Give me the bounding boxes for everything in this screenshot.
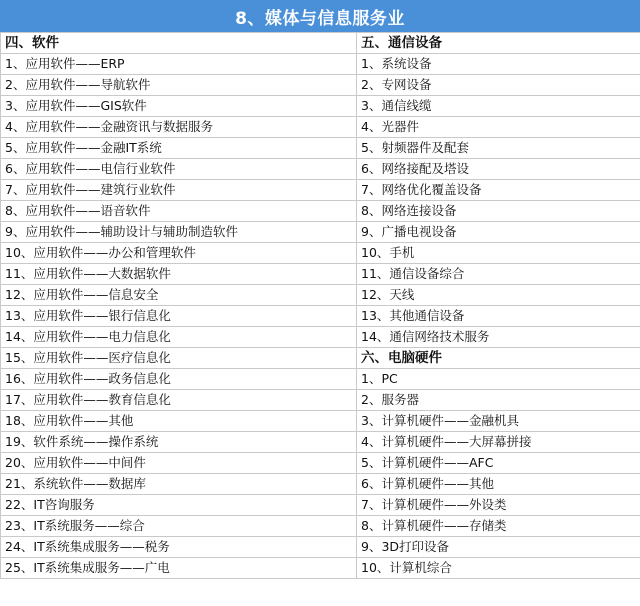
table-row: [1, 306, 640, 327]
table-row: [1, 201, 640, 222]
table-row: [1, 75, 640, 96]
table-row: [1, 432, 640, 453]
right-list-item: 5、射频器件及配套: [357, 138, 640, 159]
right-list-item: 8、网络连接设备: [357, 201, 640, 222]
left-list-item: 15、应用软件——医疗信息化: [1, 348, 357, 369]
left-list-item: 11、应用软件——大数据软件: [1, 264, 357, 285]
right-list-item: 9、3D打印设备: [357, 537, 640, 558]
right-list-item: 9、广播电视设备: [357, 222, 640, 243]
table-row: [1, 96, 640, 117]
right-list-item: 3、通信线缆: [357, 96, 640, 117]
left-list-item: 4、应用软件——金融资讯与数据服务: [1, 117, 357, 138]
left-list-item: 9、应用软件——辅助设计与辅助制造软件: [1, 222, 357, 243]
right-list-item: 10、手机: [357, 243, 640, 264]
left-list-item: 19、软件系统——操作系统: [1, 432, 357, 453]
right-list-item: 13、其他通信设备: [357, 306, 640, 327]
left-list-item: 24、IT系统集成服务——税务: [1, 537, 357, 558]
right-list-item: 2、专网设备: [357, 75, 640, 96]
right-list-item: 11、通信设备综合: [357, 264, 640, 285]
left-list-item: 1、应用软件——ERP: [1, 54, 357, 75]
left-list-item: 7、应用软件——建筑行业软件: [1, 180, 357, 201]
left-list-item: 2、应用软件——导航软件: [1, 75, 357, 96]
left-list-item: 18、应用软件——其他: [1, 411, 357, 432]
table-row: [1, 516, 640, 537]
table-row: [1, 180, 640, 201]
left-list-item: 8、应用软件——语音软件: [1, 201, 357, 222]
table-row: [1, 33, 640, 54]
table-row: [1, 327, 640, 348]
left-list-item: 25、IT系统集成服务——广电: [1, 558, 357, 579]
right-list-item: 6、计算机硬件——其他: [357, 474, 640, 495]
right-list-item: 3、计算机硬件——金融机具: [357, 411, 640, 432]
right-list-item: 2、服务器: [357, 390, 640, 411]
table-row: [1, 138, 640, 159]
right-list-item: 7、网络优化覆盖设备: [357, 180, 640, 201]
left-list-item: 5、应用软件——金融IT系统: [1, 138, 357, 159]
table-row: [1, 264, 640, 285]
table-row: [1, 411, 640, 432]
left-list-item: 6、应用软件——电信行业软件: [1, 159, 357, 180]
left-list-item: 22、IT咨询服务: [1, 495, 357, 516]
table-row: [1, 537, 640, 558]
left-list-item: 13、应用软件——银行信息化: [1, 306, 357, 327]
table-row: [1, 495, 640, 516]
right-list-item: 5、计算机硬件——AFC: [357, 453, 640, 474]
right-section-heading: 六、电脑硬件: [357, 348, 640, 369]
table-row: [1, 285, 640, 306]
table-row: [1, 369, 640, 390]
right-list-item: 1、PC: [357, 369, 640, 390]
left-section-heading: 四、软件: [1, 33, 357, 54]
table-row: [1, 558, 640, 579]
right-list-item: 6、网络接配及塔设: [357, 159, 640, 180]
left-list-item: 16、应用软件——政务信息化: [1, 369, 357, 390]
page-title: 8、媒体与信息服务业: [0, 0, 640, 32]
right-list-item: 10、计算机综合: [357, 558, 640, 579]
table-row: [1, 117, 640, 138]
right-list-item: 14、通信网络技术服务: [357, 327, 640, 348]
right-list-item: 4、光器件: [357, 117, 640, 138]
right-list-item: 1、系统设备: [357, 54, 640, 75]
right-list-item: 12、天线: [357, 285, 640, 306]
table-row: [1, 474, 640, 495]
category-table: [0, 32, 640, 579]
right-section-heading: 五、通信设备: [357, 33, 640, 54]
left-list-item: 23、IT系统服务——综合: [1, 516, 357, 537]
left-list-item: 10、应用软件——办公和管理软件: [1, 243, 357, 264]
left-list-item: 14、应用软件——电力信息化: [1, 327, 357, 348]
table-row: [1, 243, 640, 264]
table-row: [1, 54, 640, 75]
table-row: [1, 453, 640, 474]
left-list-item: 21、系统软件——数据库: [1, 474, 357, 495]
table-row: [1, 390, 640, 411]
left-list-item: 3、应用软件——GIS软件: [1, 96, 357, 117]
table-row: [1, 348, 640, 369]
table-row: [1, 159, 640, 180]
left-list-item: 12、应用软件——信息安全: [1, 285, 357, 306]
right-list-item: 4、计算机硬件——大屏幕拼接: [357, 432, 640, 453]
right-list-item: 8、计算机硬件——存储类: [357, 516, 640, 537]
table-row: [1, 222, 640, 243]
left-list-item: 17、应用软件——教育信息化: [1, 390, 357, 411]
left-list-item: 20、应用软件——中间件: [1, 453, 357, 474]
right-list-item: 7、计算机硬件——外设类: [357, 495, 640, 516]
